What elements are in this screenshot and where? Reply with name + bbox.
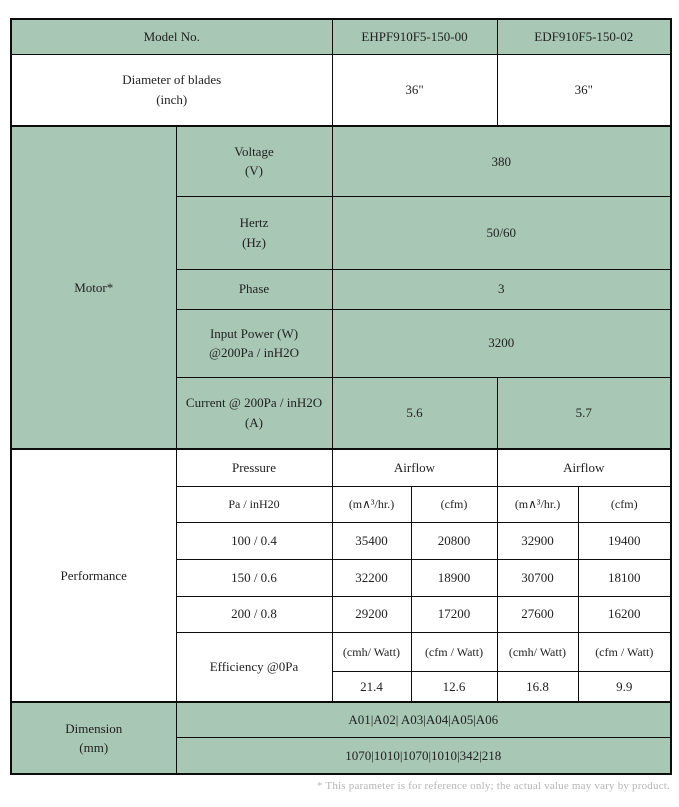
diameter-label-line1: Diameter of blades (122, 72, 222, 88)
pressure-value: 100 / 0.4 (176, 522, 332, 559)
diameter-value-1: 36" (332, 54, 497, 126)
voltage-label: Voltage (V) (176, 126, 332, 196)
voltage-value: 380 (332, 126, 671, 196)
efficiency-value: 12.6 (411, 671, 497, 702)
diameter-value-2: 36" (497, 54, 671, 126)
pressure-units: Pa / inH20 (176, 486, 332, 522)
current-value-1: 5.6 (332, 377, 497, 449)
airflow-value: 32200 (332, 559, 411, 596)
efficiency-value: 9.9 (578, 671, 671, 702)
spec-table (10, 18, 672, 775)
pressure-value: 200 / 0.8 (176, 596, 332, 632)
efficiency-label: Efficiency @0Pa (176, 632, 332, 702)
phase-value: 3 (332, 269, 671, 309)
airflow-value: 30700 (497, 559, 578, 596)
airflow-value: 29200 (332, 596, 411, 632)
dimension-codes: A01|A02| A03|A04|A05|A06 (176, 702, 671, 737)
hertz-label: Hertz (Hz) (176, 196, 332, 269)
airflow-value: 19400 (578, 522, 671, 559)
table-row-airflow-header (11, 449, 671, 486)
input-power-value: 3200 (332, 309, 671, 377)
efficiency-unit: (cfm / Watt) (411, 632, 497, 671)
current-label: Current @ 200Pa / inH2O (A) (176, 377, 332, 449)
airflow-value: 17200 (411, 596, 497, 632)
efficiency-unit: (cfm / Watt) (578, 632, 671, 671)
dimension-values: 1070|1010|1070|1010|342|218 (176, 737, 671, 774)
phase-label: Phase (176, 269, 332, 309)
airflow-header-1: Airflow (332, 449, 497, 486)
airflow-value: 18900 (411, 559, 497, 596)
airflow-units-m3hr-1: (m∧³/hr.) (332, 486, 411, 522)
current-value-2: 5.7 (497, 377, 671, 449)
motor-section-label: Motor* (11, 126, 176, 449)
efficiency-value: 16.8 (497, 671, 578, 702)
model-number-1: EHPF910F5-150-00 (332, 19, 497, 54)
airflow-value: 16200 (578, 596, 671, 632)
diameter-label-line2: (inch) (156, 91, 188, 107)
airflow-value: 35400 (332, 522, 411, 559)
airflow-value: 27600 (497, 596, 578, 632)
footnote: * This parameter is for reference only; the actual value may vary by product. (316, 780, 670, 792)
efficiency-unit: (cmh/ Watt) (497, 632, 578, 671)
performance-section-label: Performance (11, 449, 176, 702)
airflow-value: 20800 (411, 522, 497, 559)
airflow-units-cfm-2: (cfm) (578, 486, 671, 522)
table-row-voltage (11, 126, 671, 196)
airflow-value: 32900 (497, 522, 578, 559)
model-number-2: EDF910F5-150-02 (497, 19, 671, 54)
input-power-label: Input Power (W) @200Pa / inH2O (176, 309, 332, 377)
airflow-value: 18100 (578, 559, 671, 596)
hertz-value: 50/60 (332, 196, 671, 269)
diameter-label (11, 54, 332, 126)
pressure-header: Pressure (176, 449, 332, 486)
efficiency-value: 21.4 (332, 671, 411, 702)
model-no-label: Model No. (11, 19, 332, 54)
pressure-value: 150 / 0.6 (176, 559, 332, 596)
table-row-diameter (11, 54, 671, 126)
efficiency-unit: (cmh/ Watt) (332, 632, 411, 671)
airflow-header-2: Airflow (497, 449, 671, 486)
table-row-dimension-codes (11, 702, 671, 737)
airflow-units-m3hr-2: (m∧³/hr.) (497, 486, 578, 522)
airflow-units-cfm-1: (cfm) (411, 486, 497, 522)
table-row-model (11, 19, 671, 54)
dimension-section-label: Dimension (mm) (11, 702, 176, 774)
